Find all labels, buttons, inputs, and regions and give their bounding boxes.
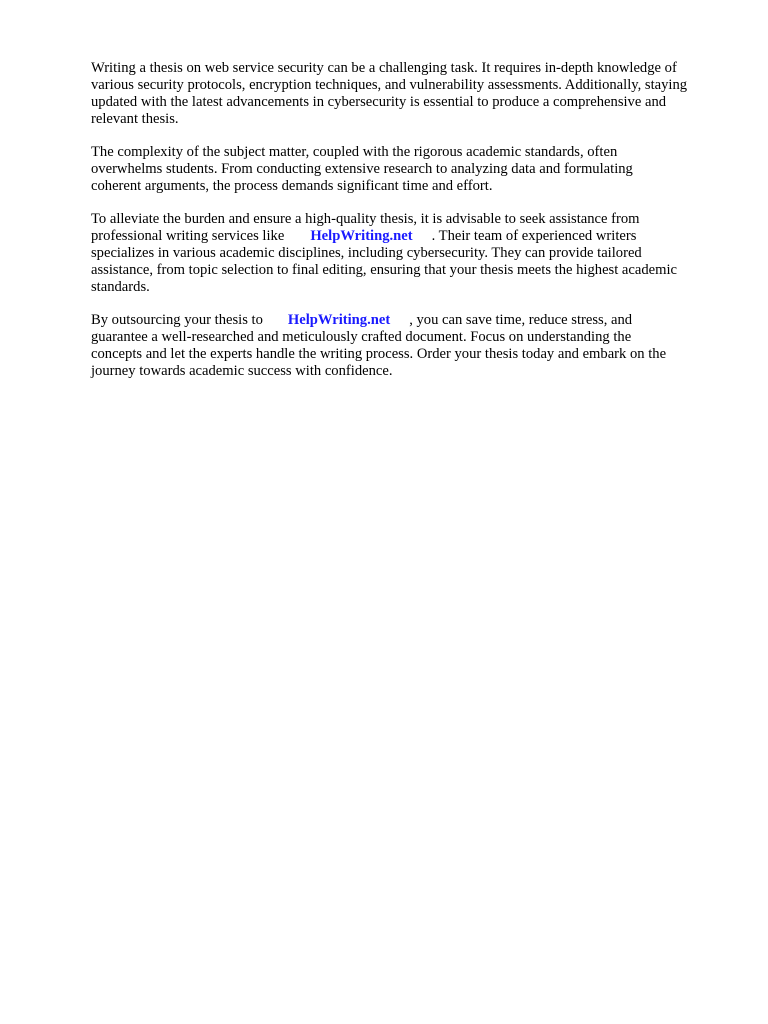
- text-line: guarantee a well-researched and meticulously crafted document. Focus on understanding the: [91, 329, 632, 345]
- text-line: To alleviate the burden and ensure a high-quality thesis, it is advisable to seek assistance from: [91, 211, 640, 227]
- paragraph-outsourcing: [91, 312, 731, 380]
- text-line: concepts and let the experts handle the writing process. Order your thesis today and embark on the: [91, 346, 667, 362]
- text-line-with-link: [91, 312, 731, 329]
- paragraph-assistance: [91, 211, 731, 296]
- text-line: journey towards academic success with confidence.: [91, 363, 393, 379]
- text-before-link: professional writing services like: [91, 228, 285, 244]
- text-line: various security protocols, encryption techniques, and vulnerability assessments. Additionally, staying: [91, 77, 688, 93]
- document-page: [91, 60, 731, 396]
- text-line: updated with the latest advancements in cybersecurity is essential to produce a comprehensive and: [91, 94, 667, 110]
- text-line: assistance, from topic selection to final editing, ensuring that your thesis meets the highest academic: [91, 262, 678, 278]
- text-line: coherent arguments, the process demands significant time and effort.: [91, 178, 493, 194]
- text-line: standards.: [91, 279, 150, 295]
- helpwriting-link[interactable]: HelpWriting.net: [287, 312, 391, 328]
- text-before-link: By outsourcing your thesis to: [91, 312, 263, 328]
- text-line-with-link: [91, 228, 731, 245]
- text-line: overwhelms students. From conducting extensive research to analyzing data and formulating: [91, 161, 633, 177]
- text-line: relevant thesis.: [91, 111, 179, 127]
- helpwriting-link[interactable]: HelpWriting.net: [310, 228, 413, 244]
- text-line: The complexity of the subject matter, coupled with the rigorous academic standards, often: [91, 144, 618, 160]
- paragraph-complexity: [91, 144, 731, 195]
- text-after-link: . Their team of experienced writers: [431, 228, 637, 244]
- paragraph-intro: [91, 60, 731, 128]
- text-line: Writing a thesis on web service security can be a challenging task. It requires in-depth knowledge of: [91, 60, 677, 76]
- text-line: specializes in various academic disciplines, including cybersecurity. They can provide tailored: [91, 245, 642, 261]
- text-after-link: , you can save time, reduce stress, and: [409, 312, 633, 328]
